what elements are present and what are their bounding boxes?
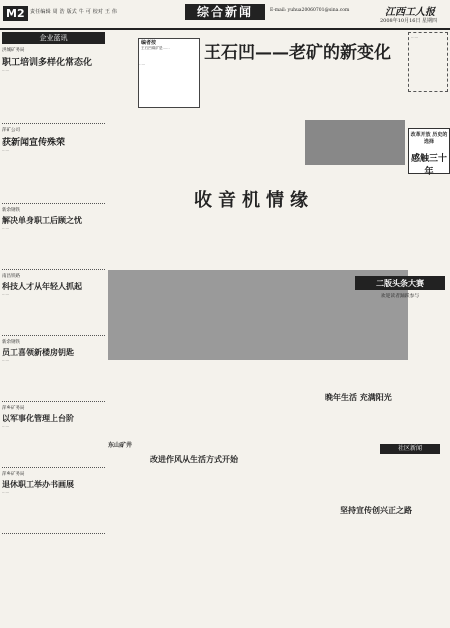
item-body: …… <box>2 148 10 152</box>
item-title: 员工喜领新楼房钥匙 <box>2 348 74 357</box>
item-body: …… <box>2 490 10 494</box>
left-item <box>2 405 105 468</box>
item-title: 获新闻宣传殊荣 <box>2 138 66 148</box>
item-title: 科技人才从年轻人抓起 <box>2 282 82 291</box>
contest-title: 二版头条大赛 <box>355 276 445 290</box>
bottom-section: 东山矿井 <box>108 442 133 449</box>
item-title: 退休职工举办书画展 <box>2 480 74 489</box>
radio-title: 收音机情缘 <box>194 190 314 211</box>
item-title: 解决单身职工后顾之忧 <box>2 216 82 225</box>
item-label: 萍乡矿务局 <box>2 406 25 411</box>
feature-body: …… <box>138 62 146 66</box>
date: 2008年10月16日 星期四 <box>380 18 438 24</box>
left-item <box>2 207 105 270</box>
item-label: 萍乡矿务局 <box>2 472 25 477</box>
masthead <box>0 0 450 34</box>
senior-life-title: 晚年生活 充满阳光 <box>325 392 392 402</box>
bottom-title: 改进作风从生活方式开始 <box>150 454 238 464</box>
item-label: 洪城矿务局 <box>2 48 25 53</box>
left-item <box>2 273 105 336</box>
community-news: 社区新闻 <box>380 444 440 454</box>
persist-title: 坚持宣传创兴正之路 <box>340 505 412 515</box>
side-box: …… <box>408 32 448 92</box>
editor-meta: 责任编辑 周 浩 版式 牛 可 校对 王 伟 <box>30 9 118 15</box>
section-title: 综合新闻 <box>185 4 265 20</box>
item-title: 职工培训多样化常态化 <box>2 58 93 68</box>
item-title: 以军事化管理上台阶 <box>2 414 74 423</box>
left-section-head: 企业蓝讯 <box>2 32 105 44</box>
quote-box: 编者按 王石凹煤矿是…… <box>138 38 200 108</box>
left-column <box>2 32 105 537</box>
email: E-mail: yuhua20060701@sina.com <box>270 8 350 13</box>
side-note-2: 感触三十年 <box>410 154 447 177</box>
item-body: …… <box>2 358 10 362</box>
item-body: …… <box>2 226 10 230</box>
side-note-box <box>408 128 450 177</box>
item-label: 新余钢铁 <box>2 208 20 213</box>
item-body: …… <box>2 292 10 296</box>
page-number: M2 <box>3 6 28 21</box>
side-note: 改革开放 历史的选择 <box>410 132 448 145</box>
feature-title: 王石凹——老矿的新变化 <box>204 43 391 63</box>
item-label: 萍矿公司 <box>2 128 20 133</box>
photo-left <box>108 270 258 360</box>
contest-sub: 欢迎读者踊跃参与 <box>380 294 420 299</box>
header-rule <box>0 28 450 30</box>
item-body: …… <box>2 424 10 428</box>
left-item <box>2 339 105 402</box>
item-body: …… <box>2 68 10 72</box>
item-label: 南昌铁路 <box>2 274 20 279</box>
paper-logo: 江西工人报 <box>385 7 435 18</box>
left-item <box>2 471 105 534</box>
left-item <box>2 127 105 204</box>
left-item <box>2 47 105 124</box>
item-label: 新余钢铁 <box>2 340 20 345</box>
feature-photo <box>305 120 405 165</box>
